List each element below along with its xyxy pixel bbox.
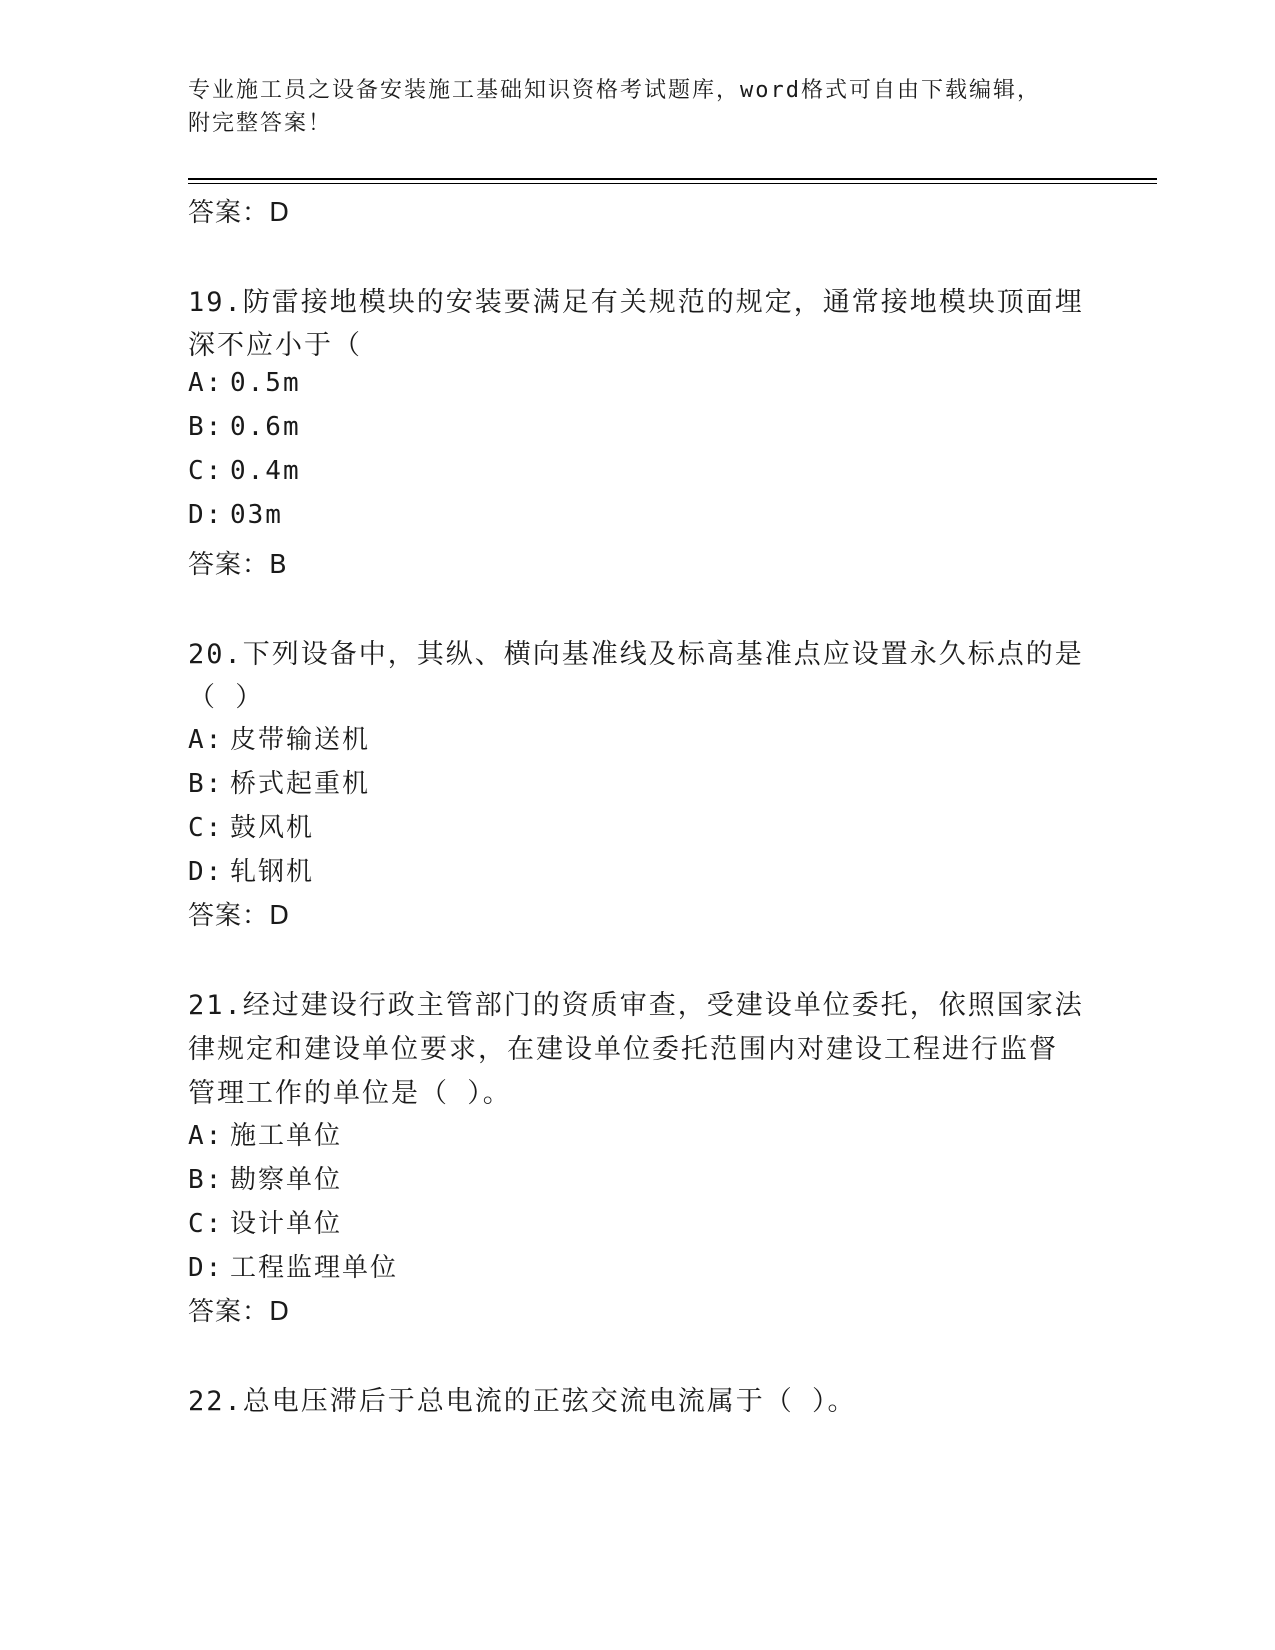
option-text: 0.4m: [230, 456, 301, 486]
q20-text-line-2: （ ）: [188, 682, 265, 713]
option-text: 轧钢机: [230, 857, 315, 887]
option-label: D:: [188, 1253, 224, 1283]
q20-option-d: [188, 851, 314, 888]
option-text: 工程监理单位: [230, 1253, 399, 1283]
q20-text-line-1: 20.下列设备中，其纵、横向基准线及标高基准点应设置永久标点的是: [188, 639, 1084, 670]
option-text: 勘察单位: [230, 1165, 343, 1195]
q20-option-c: [188, 807, 314, 844]
answer-previous: 答案：D: [188, 198, 291, 228]
q21-text-line-2: 律规定和建设单位要求，在建设单位委托范围内对建设工程进行监督: [188, 1034, 1058, 1065]
header-rule-thin: [188, 183, 1157, 184]
option-text: 皮带输送机: [230, 725, 371, 755]
q21-option-a: [188, 1115, 342, 1152]
q21-option-d: [188, 1247, 398, 1284]
q20-option-a: [188, 719, 370, 756]
option-text: 设计单位: [230, 1209, 343, 1239]
option-text: 鼓风机: [230, 813, 315, 843]
option-text: 桥式起重机: [230, 769, 371, 799]
q21-text-line-3: 管理工作的单位是（ ）。: [188, 1078, 512, 1109]
option-text: 0.5m: [230, 368, 301, 398]
q19-option-b: [188, 412, 301, 442]
q21-answer: 答案：D: [188, 1297, 291, 1327]
option-text: 0.6m: [230, 412, 301, 442]
q19-answer: 答案：B: [188, 550, 288, 580]
header-line-1: 专业施工员之设备安装施工基础知识资格考试题库，word格式可自由下载编辑，: [188, 78, 1041, 103]
option-label: A:: [188, 1121, 224, 1151]
header-line-2: 附完整答案！: [188, 111, 333, 136]
option-text: 03m: [230, 500, 283, 530]
q19-text-line-2: 深不应小于（: [188, 330, 362, 361]
q21-option-c: [188, 1203, 342, 1240]
option-label: A:: [188, 725, 224, 755]
q20-answer: 答案：D: [188, 901, 291, 931]
q21-option-b: [188, 1159, 342, 1196]
option-label: B:: [188, 412, 224, 442]
q21-text-line-1: 21.经过建设行政主管部门的资质审查，受建设单位委托，依照国家法: [188, 990, 1084, 1021]
q19-option-a: [188, 368, 301, 398]
option-label: C:: [188, 813, 224, 843]
option-text: 施工单位: [230, 1121, 343, 1151]
q22-text-line-1: 22.总电压滞后于总电流的正弦交流电流属于（ ）。: [188, 1386, 857, 1417]
q20-option-b: [188, 763, 370, 800]
q19-option-c: [188, 456, 301, 486]
option-label: C:: [188, 1209, 224, 1239]
page-header: [188, 74, 1088, 140]
q19-option-d: [188, 500, 283, 530]
option-label: B:: [188, 1165, 224, 1195]
header-rule-thick: [188, 178, 1157, 180]
option-label: B:: [188, 769, 224, 799]
option-label: A:: [188, 368, 224, 398]
q19-text-line-1: 19.防雷接地模块的安装要满足有关规范的规定，通常接地模块顶面埋: [188, 287, 1084, 318]
option-label: D:: [188, 500, 224, 530]
option-label: D:: [188, 857, 224, 887]
option-label: C:: [188, 456, 224, 486]
